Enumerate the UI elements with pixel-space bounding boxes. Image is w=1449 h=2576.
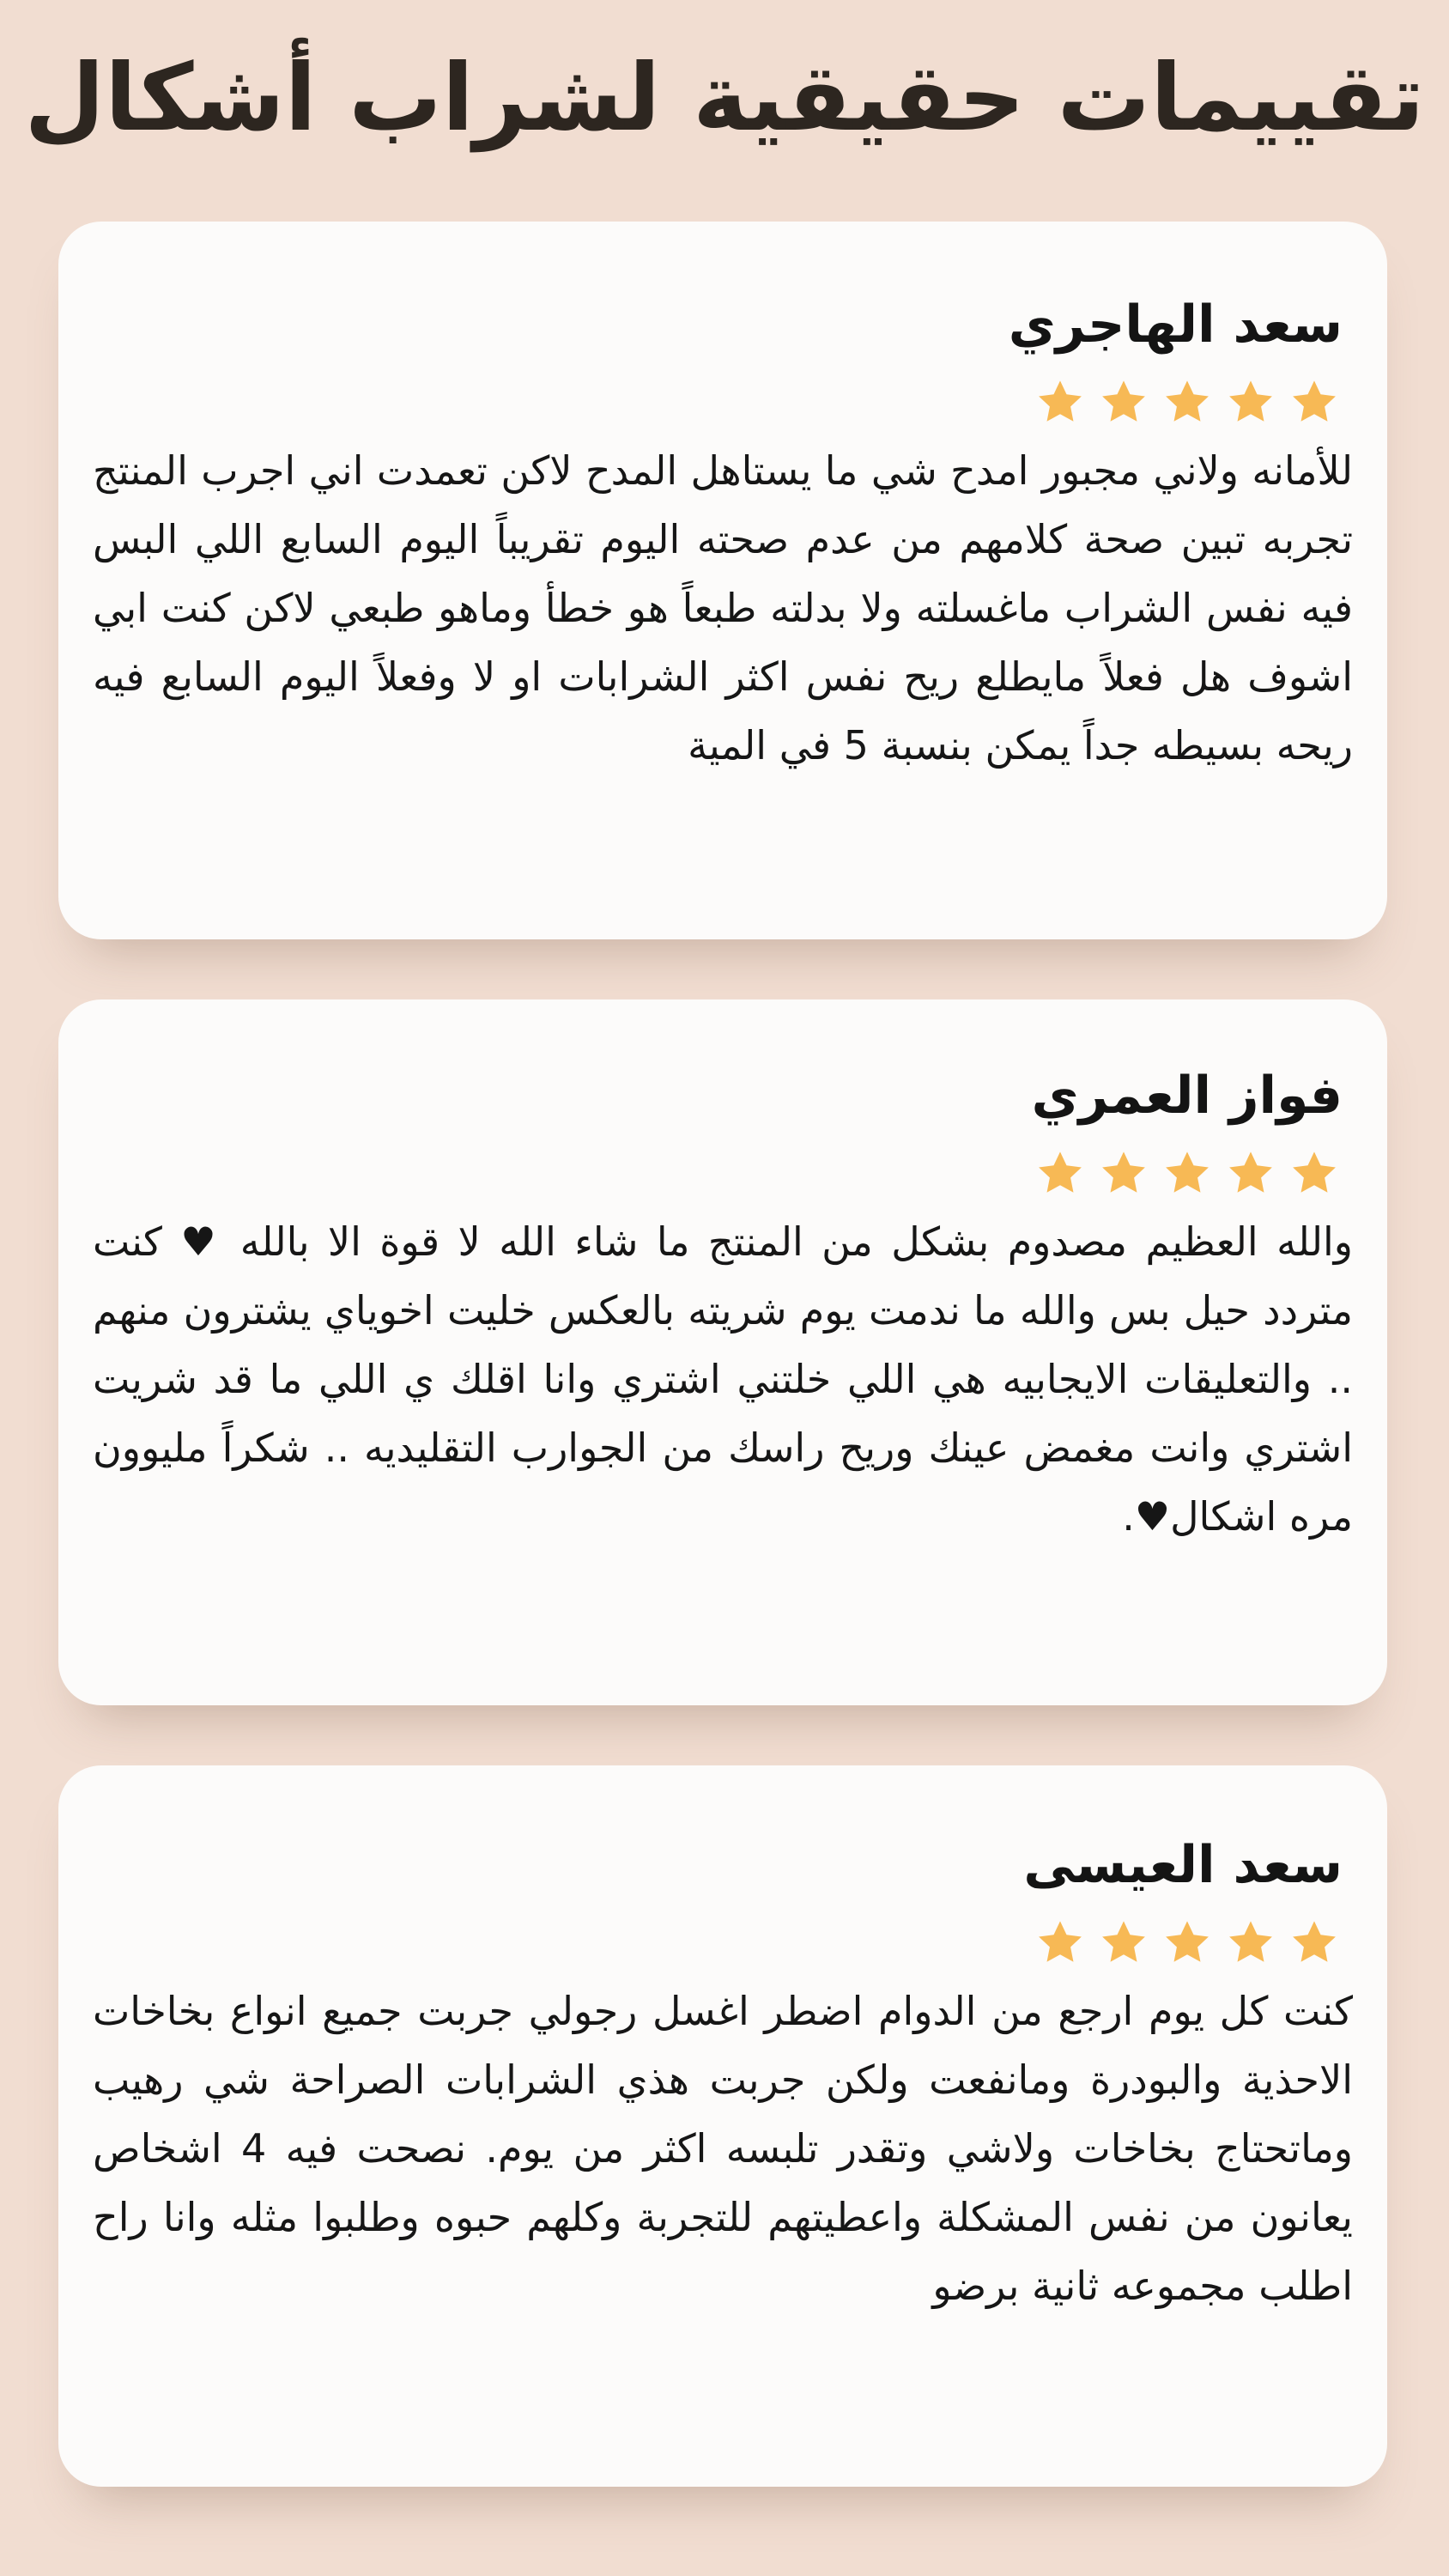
star-icon <box>1226 377 1276 427</box>
star-icon <box>1035 377 1085 427</box>
page-title: تقييمات حقيقية لشراب أشكال <box>24 45 1425 152</box>
star-icon <box>1226 1148 1276 1198</box>
star-icon <box>1099 1148 1149 1198</box>
reviewer-name: سعد العيسى <box>1023 1835 1343 1895</box>
reviewer-name: فواز العمري <box>1031 1066 1343 1126</box>
star-icon <box>1035 1148 1085 1198</box>
star-icon <box>1289 377 1339 427</box>
star-rating <box>93 1147 1353 1199</box>
star-rating <box>93 1917 1353 1968</box>
star-rating <box>93 376 1353 428</box>
review-card <box>58 999 1387 1705</box>
review-card <box>58 222 1387 939</box>
reviewer-name: سعد الهاجري <box>1008 295 1343 355</box>
star-icon <box>1226 1917 1276 1967</box>
star-icon <box>1099 377 1149 427</box>
review-text: للأمانه ولاني مجبور امدح شي ما يستاهل المدح لاكن تعمدت اني اجرب المنتج تجربه تبين صحة كلامهم من عدم صحته اليوم تقريباً اليوم السابع اللي البس فيه نفس الشراب ماغسلته ولا بدلته طبعاً هو خطأ وماهو طبعي لاكن كنت ابي اشوف هل فعلاً مايطلع ريح نفس اكثر الشرابات او لا وفعلاً اليوم السابع فيه ريحه بسيطه جداً يمكن بنسبة 5 في المية <box>93 447 1353 769</box>
star-icon <box>1289 1148 1339 1198</box>
star-icon <box>1035 1917 1085 1967</box>
star-icon <box>1162 1917 1212 1967</box>
star-icon <box>1162 377 1212 427</box>
review-text: كنت كل يوم ارجع من الدوام اضطر اغسل رجولي جربت جميع انواع بخاخات الاحذية والبودرة ومانفعت ولكن جربت هذي الشرابات الصراحة شي رهيب وماتحتاج بخاخات ولاشي وتقدر تلبسه اكثر من يوم. نصحت فيه 4 اشخاص يعانون من نفس المشكلة واعطيتهم للتجربة وكلهم حبوه وطلبوا مثله وانا راح اطلب مجموعه ثانية برضو <box>93 1988 1353 2309</box>
review-text: والله العظيم مصدوم بشكل من المنتج ما شاء الله لا قوة الا بالله ♥ كنت متردد حيل بس والله ما ندمت يوم شريته بالعكس خليت اخوياي يشترون منهم .. والتعليقات الايجابيه هي اللي خلتني اشتري وانا اقلك ي اللي ما قد شريت اشتري وانت مغمض عينك وريح راسك من الجوارب التقليديه .. شكراً مليوون مره اشكال♥. <box>93 1218 1353 1540</box>
star-icon <box>1162 1148 1212 1198</box>
review-card <box>58 1765 1387 2487</box>
star-icon <box>1099 1917 1149 1967</box>
star-icon <box>1289 1917 1339 1967</box>
